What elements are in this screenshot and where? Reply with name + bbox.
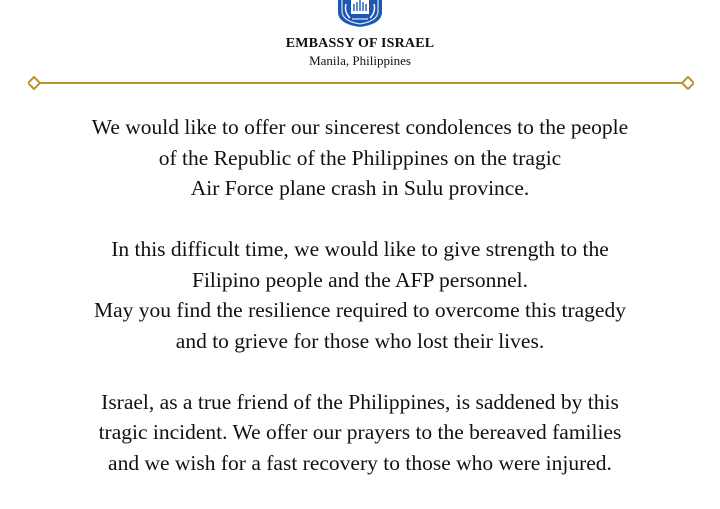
message-line: We would like to offer our sincerest condolences to the people [91, 115, 629, 139]
letterhead [0, 0, 720, 100]
message-line: and to grieve for those who lost their lives. [175, 328, 545, 353]
message-line: May you find the resilience required to overcome this tragedy [94, 298, 626, 322]
state-of-israel-emblem-icon [334, 0, 386, 28]
message-paragraph [0, 387, 720, 479]
gold-divider [28, 76, 694, 90]
message-paragraph [0, 112, 720, 204]
message-line: In this difficult time, we would like to give strength to the [111, 237, 609, 261]
message-line: and we wish for a fast recovery to those who were injured. [108, 450, 612, 475]
message-line: Israel, as a true friend of the Philippines, is saddened by this [101, 389, 619, 414]
embassy-location: Manila, Philippines [309, 53, 411, 68]
message-line: of the Republic of the Philippines on the tragic [158, 145, 562, 170]
message-line: Filipino people and the AFP personnel. [191, 267, 528, 292]
message-line: Air Force plane crash in Sulu province. [190, 176, 530, 200]
message-paragraph [0, 234, 720, 356]
message-line: tragic incident. We offer our prayers to the bereaved families [98, 420, 622, 444]
condolence-message [0, 112, 720, 509]
embassy-name: EMBASSY OF ISRAEL [285, 36, 435, 51]
